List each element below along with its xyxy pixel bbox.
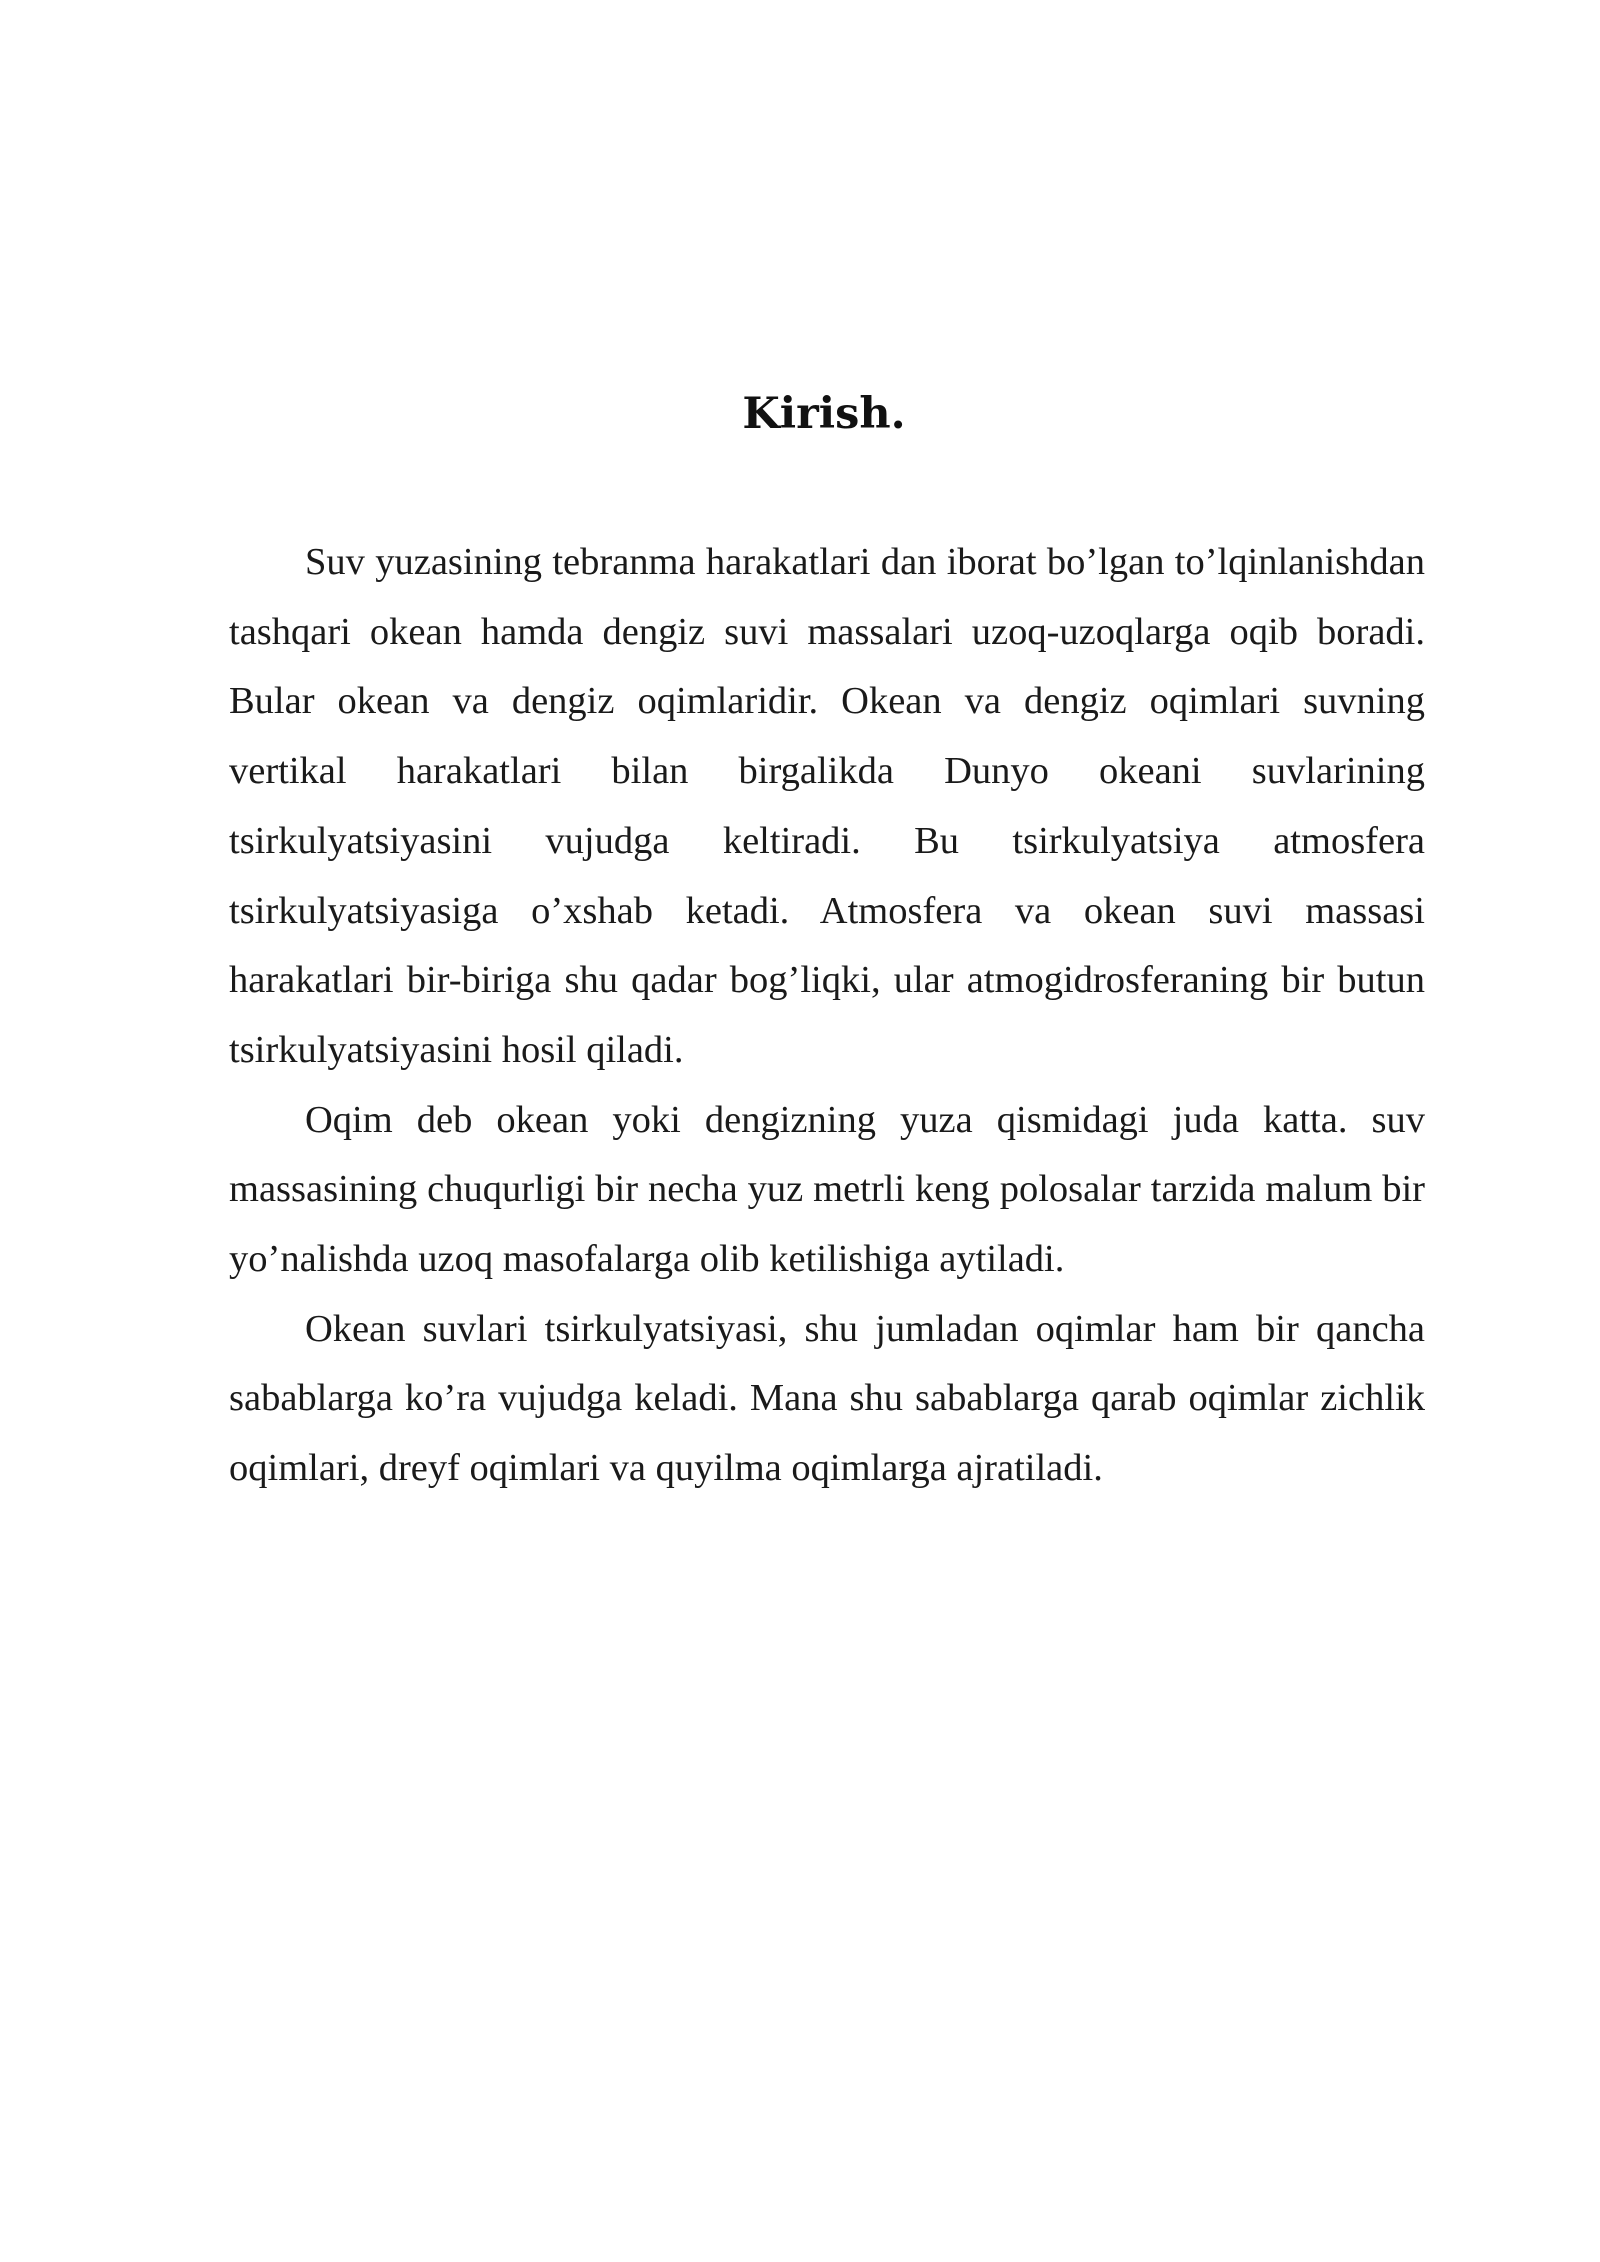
paragraph-1: Suv yuzasining tebranma harakatlari dan iborat bo’lgan to’lqinlanishdan tashqari okean hamda dengiz suvi massalari uzoq-uzoqlarga oqib boradi. Bular okean va dengiz oqimlaridir. Okean va dengiz oqimlari suvning vertikal harakatlari bilan birgalikda Dunyo okeani suvlarining tsirkulyatsiyasini vujudga keltiradi. Bu tsirkulyatsiya atmosfera tsirkulyatsiyasiga o’xshab ketadi. Atmosfera va okean suvi massasi harakatlari bir-biriga shu qadar bog’liqki, ular atmogidrosferaning bir butun tsirkulyatsiyasini hosil qiladi.: [229, 541, 1425, 1071]
document-body: [229, 528, 1425, 1504]
paragraph-3: Okean suvlari tsirkulyatsiyasi, shu jumladan oqimlar ham bir qancha sabablarga ko’ra vujudga keladi. Mana shu sabablarga qarab oqimlar zichlik oqimlari, dreyf oqimlari va quyilma oqimlarga ajratiladi.: [229, 1307, 1425, 1490]
page-title: Kirish.: [742, 389, 906, 439]
paragraph-2: Oqim deb okean yoki dengizning yuza qismidagi juda katta. suv massasining chuqurligi bir necha yuz metrli keng polosalar tarzida malum bir yo’nalishda uzoq masofalarga olib ketilishiga aytiladi.: [229, 1098, 1425, 1281]
